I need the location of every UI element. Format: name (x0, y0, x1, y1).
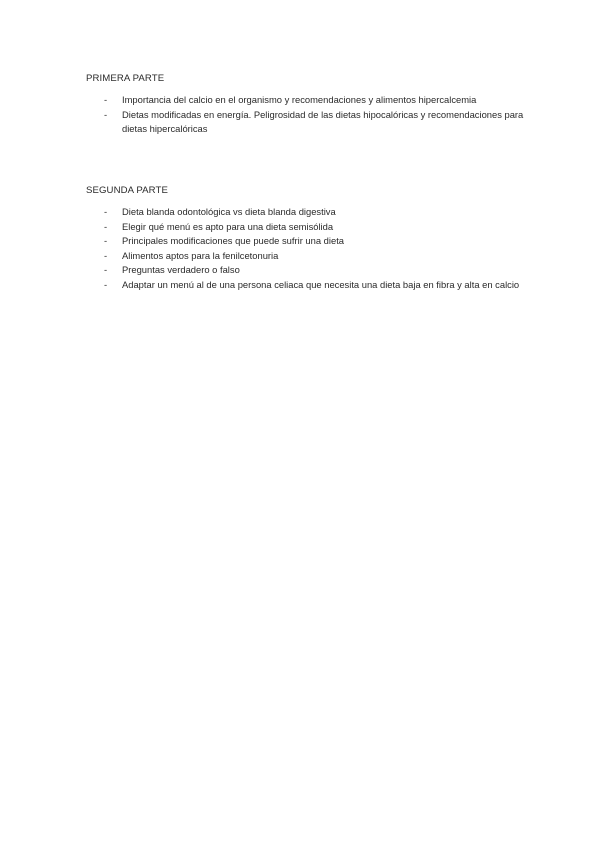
list-item-text: Principales modificaciones que puede sufrir una dieta (122, 235, 345, 246)
item-list (86, 205, 526, 292)
section-heading: SEGUNDA PARTE (86, 185, 168, 196)
dash-bullet: - (104, 108, 108, 120)
list-item (86, 234, 526, 249)
list-item-text: Alimentos aptos para la fenilcetonuria (122, 249, 279, 261)
list-item (86, 220, 526, 235)
dash-bullet: - (104, 264, 108, 275)
section-primera-parte (86, 72, 526, 137)
dash-bullet: - (104, 235, 108, 246)
section-segunda-parte (86, 184, 526, 292)
list-item-text: Adaptar un menú al de una persona celiaca que necesita una dieta baja en fibra y alta en calcio (122, 278, 520, 290)
list-item-text: Elegir qué menú es apto para una dieta semisólida (122, 220, 334, 232)
list-item-text: Dieta blanda odontológica vs dieta blanda digestiva (122, 206, 336, 217)
dash-bullet: - (104, 249, 108, 261)
list-item (86, 93, 526, 108)
dash-bullet: - (104, 278, 108, 290)
dash-bullet: - (104, 94, 108, 105)
dash-bullet: - (104, 206, 108, 217)
list-item-text: Importancia del calcio en el organismo y recomendaciones y alimentos hipercalcemia (122, 94, 477, 105)
list-item (86, 249, 526, 264)
list-item (86, 263, 526, 278)
item-list (86, 93, 526, 137)
list-item-text: Preguntas verdadero o falso (122, 264, 240, 275)
list-item (86, 108, 526, 137)
list-item (86, 278, 526, 293)
list-item (86, 205, 526, 220)
dash-bullet: - (104, 220, 108, 232)
section-heading: PRIMERA PARTE (86, 73, 165, 84)
list-item-text: Dietas modificadas en energía. Peligrosidad de las dietas hipocalóricas y recomendaciones para dietas hipercalóricas (122, 108, 524, 134)
